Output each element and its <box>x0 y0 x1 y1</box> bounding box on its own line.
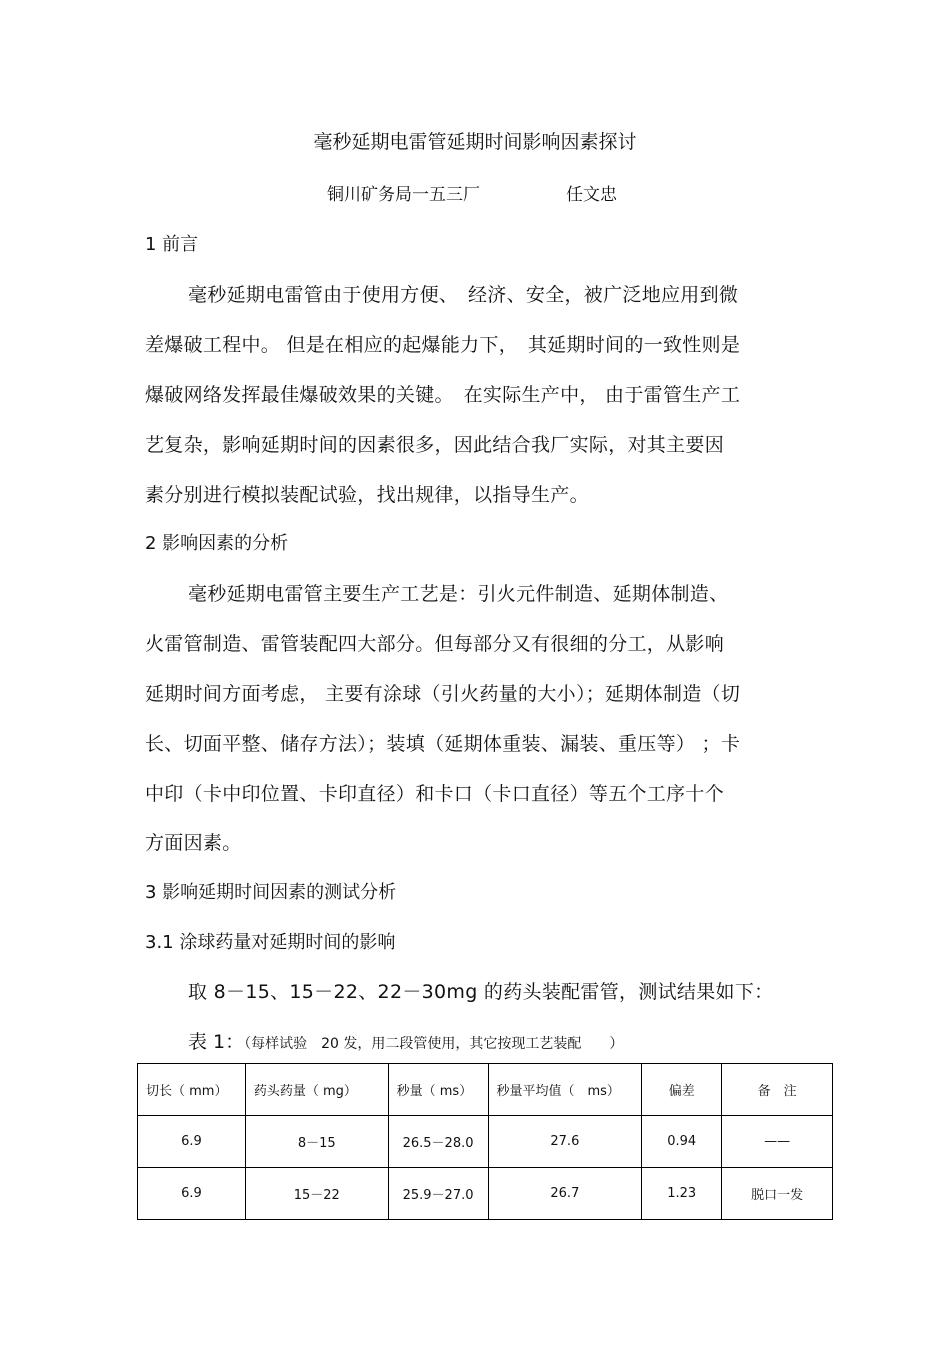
table-cell: 26.5－28.0 <box>388 1116 488 1168</box>
paragraph-line: 素分别进行模拟装配试验，找出规律，以指导生产。 <box>145 484 589 506</box>
column-header-cut-length: 切长（ mm） <box>138 1064 246 1116</box>
table-cell: 8－15 <box>245 1116 388 1168</box>
paragraph-line: 差爆破工程中。 但是在相应的起爆能力下， 其延期时间的一致性则是 <box>145 334 741 356</box>
results-table <box>137 1063 833 1220</box>
table-caption-label: 表 1： <box>188 1031 245 1053</box>
table-cell: 15－22 <box>245 1168 388 1220</box>
document-title: 毫秒延期电雷管延期时间影响因素探讨 <box>313 131 637 153</box>
table-header-row <box>138 1064 833 1116</box>
paragraph-line: 取 8－15、15－22、22－30mg 的药头装配雷管，测试结果如下： <box>188 981 774 1003</box>
column-header-remarks: 备 注 <box>722 1064 833 1116</box>
column-header-charge: 药头药量（ mg） <box>245 1064 388 1116</box>
section-heading-3-1: 3.1 涂球药量对延期时间的影响 <box>145 932 396 953</box>
paragraph-line: 艺复杂，影响延期时间的因素很多，因此结合我厂实际，对其主要因 <box>145 434 725 456</box>
author-organization: 铜川矿务局一五三厂 <box>327 185 480 205</box>
table-cell: 26.7 <box>488 1168 642 1220</box>
column-header-delay-average: 秒量平均值（ ms） <box>488 1064 642 1116</box>
paragraph-line: 爆破网络发挥最佳爆破效果的关键。 在实际生产中， 由于雷管生产工 <box>145 384 741 406</box>
table-cell: —— <box>722 1116 833 1168</box>
column-header-deviation: 偏差 <box>642 1064 722 1116</box>
paragraph-line: 毫秒延期电雷管主要生产工艺是：引火元件制造、延期体制造、 <box>188 583 729 605</box>
section-heading-2: 2 影响因素的分析 <box>145 533 289 554</box>
paragraph-line: 毫秒延期电雷管由于使用方便、 经济、安全，被广泛地应用到微 <box>188 284 739 306</box>
author-name: 任文忠 <box>566 185 617 205</box>
paragraph-line: 方面因素。 <box>145 832 242 854</box>
table-caption-note: （每样试验 20 发，用二段管使用，其它按现工艺装配 ） <box>244 1036 624 1052</box>
table-cell: 1.23 <box>642 1168 722 1220</box>
column-header-delay: 秒量（ ms） <box>388 1064 488 1116</box>
table-row <box>138 1116 833 1168</box>
paragraph-line: 火雷管制造、雷管装配四大部分。但每部分又有很细的分工，从影响 <box>145 633 725 655</box>
paragraph-line: 延期时间方面考虑， 主要有涂球（引火药量的大小）；延期体制造（切 <box>145 683 741 705</box>
table-cell: 6.9 <box>138 1168 246 1220</box>
paragraph-line: 长、切面平整、储存方法）；装填（延期体重装、漏装、重压等） ；卡 <box>145 733 741 755</box>
table-cell: 脱口一发 <box>722 1168 833 1220</box>
paragraph-line: 中印（卡中印位置、卡印直径）和卡口（卡口直径）等五个工序十个 <box>145 783 725 805</box>
table-cell: 25.9－27.0 <box>388 1168 488 1220</box>
table-row <box>138 1168 833 1220</box>
section-heading-3: 3 影响延期时间因素的测试分析 <box>145 882 397 903</box>
table-caption <box>188 1027 623 1054</box>
section-heading-1: 1 前言 <box>145 234 199 255</box>
table-cell: 6.9 <box>138 1116 246 1168</box>
table-cell: 27.6 <box>488 1116 642 1168</box>
table-cell: 0.94 <box>642 1116 722 1168</box>
